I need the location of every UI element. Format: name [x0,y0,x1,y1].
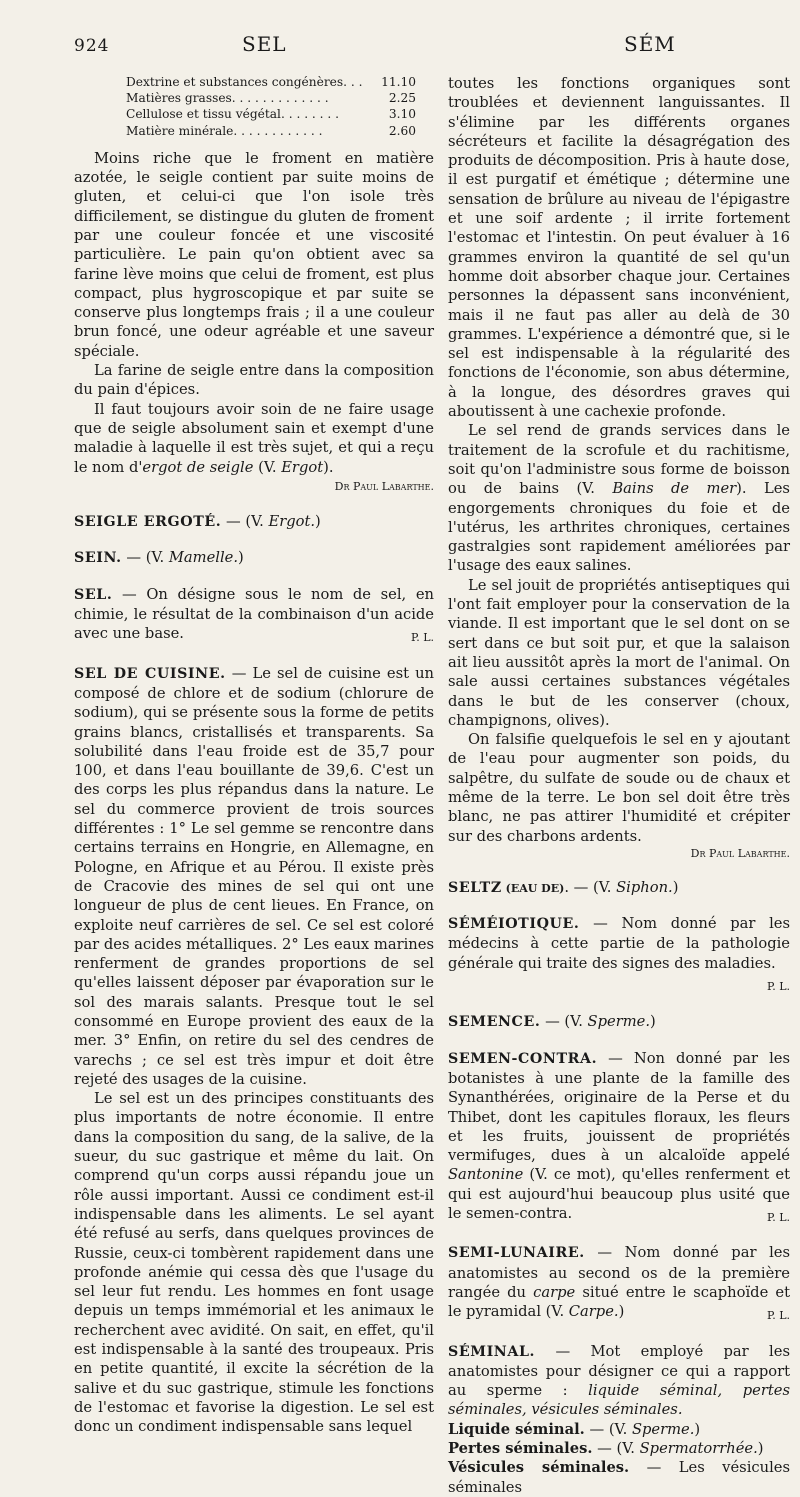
headword: SEIN. [74,550,122,567]
left-running-title: SEL [242,32,287,56]
paragraph-pain-epices: La farine de seigle entre dans la composition du pain d'épices. [74,362,434,399]
paragraph-ergot: Il faut toujours avoir soin de ne faire usage que de seigle absolument sain et exempt d'une maladie à laquelle il est très sujet, et qui a reçu le nom d'ergot de seigle (V. Ergot). Dr Paul Labarthe. [74,400,434,477]
composition-label: Matières grasses. . . . . . . . . . . . . [126,91,329,106]
headword: SÉMINAL. [448,1343,536,1360]
subentry-liquide-seminal: Liquide séminal. — (V. Sperme.) [448,1420,701,1438]
paragraph-sel-antiseptique: Le sel jouit de propriétés antiseptiques qui l'ont fait employer pour la conservation de la viande. Il est important que le sel dont on se sert dans ce but soit pur, et que la salaison ait lieu aussitôt après la mort de l'animal. On sale aussi certaines substances végétales dans le but de les conserver (choux, champignons, olives). [448,576,790,729]
composition-value: 2.60 [388,123,416,138]
author-signature: Dr Paul Labarthe. [334,479,434,493]
composition-label: Matière minérale. . . . . . . . . . . . [126,123,323,138]
headword: SEIGLE ERGOTÉ. [74,514,222,531]
entry-sel: SEL. — On désigne sous le nom de sel, en chimie, le résultat de la combinaison d'un acide avec une base. P. L. [74,585,434,644]
composition-value: 11.10 [381,75,416,89]
composition-row [126,106,416,122]
composition-value: 3.10 [388,107,416,122]
subentry-pertes-seminales: Pertes séminales. — (V. Spermatorrhée.) [448,1440,764,1457]
headword: SELTZ [448,879,502,896]
entry-semeiotique: SÉMÉIOTIQUE. — Nom donné par les médecins à cette partie de la pathologie générale qui traite des signes des maladies. P. L. [448,914,790,973]
entry-seminal: SÉMINAL. — Mot employé par les anatomistes pour désigner ce qui a rapport au sperme : liquide séminal, pertes séminales, vésicules séminales. [448,1342,790,1419]
author-initials: P. L. [767,980,790,994]
right-column [448,74,790,1497]
paragraph-seigle-composition: Moins riche que le froment en matière azotée, le seigle contient par suite moins de gluten, et celui-ci que l'on isole très difficilement, se distingue du gluten de froment par une couleur foncée et une viscosité particulière. Le pain qu'on obtient avec sa farine lève moins que celui de froment, est plus compact, plus hygroscopique et par suite se conserve plus longtemps frais ; il a une couleur brun foncé, une odeur agréable et une saveur spéciale. [74,149,434,360]
composition-row [126,90,416,106]
composition-label: Dextrine et substances congénères. . . [126,75,363,89]
running-header [0,32,800,62]
paragraph-sel-economie: Le sel est un des principes constituants des plus importants de notre économie. Il entre dans la composition du sang, de la salive, de la sueur, du suc gastrique et même du lait. On comprend qu'un corps aussi répandu joue un rôle aussi important. Aussi ce condiment est-il indispensable dans les aliments. Le sel ayant été refusé au serfs, dans quelques provinces de Russie, ceux-ci tombèrent rapidement dans une profonde anémie qui cessa dès que l'usage du sel leur fut rendu. Les hommes en font usage depuis un temps immémorial et les animaux le recherchent avec avidité. On sait, en effet, qu'il est indispensable à la santé des troupeaux. Pris en petite quantité, il excite la sécrétion de la salive et du suc gastrique, stimule les fonctions de l'estomac et favorise la digestion. Le sel est donc un condiment indispensable sans lequel [74,1090,434,1436]
headword: SEMEN-CONTRA. [448,1050,598,1067]
page-number: 924 [74,36,110,56]
entry-semence: SEMENCE. — (V. Sperme.) [448,1013,656,1031]
subentry-vesicules-seminales: Vésicules séminales. — Les vésicules séminales [448,1459,791,1496]
author-signature: Dr Paul Labarthe. [690,846,790,860]
author-initials: P. L. [767,1211,790,1225]
right-running-title: SÉM [624,32,676,56]
entry-seigle-ergote: SEIGLE ERGOTÉ. — (V. Ergot.) [74,513,321,531]
paragraph-sel-fonctions: toutes les fonctions organiques sont troublées et deviennent languissantes. Il s'élimine par les différents organes sécréteurs et facilite la désagrégation des produits de décomposition. Pris à haute dose, il est purgatif et émétique ; détermine une sensation de brûlure au niveau de l'épigastre et une soif ardente ; il irrite fortement l'estomac et l'intestin. On peut évaluer à 16 grammes environ la quantité de sel qu'un homme doit absorber chaque jour. Certaines personnes la dépassent sans inconvénient, mais il ne faut pas aller au delà de 30 grammes. L'expérience a démontré que, si le sel est indispensable à la régularité des fonctions de l'économie, son abus détermine, à la longue, des désordres graves qui aboutissent à une cachexie profonde. [448,75,790,421]
entry-seltz: SELTZ (EAU DE). — (V. Siphon.) [448,878,679,896]
headword: SÉMÉIOTIQUE. [448,916,580,933]
composition-table [126,74,434,139]
headword: SEL DE CUISINE. [74,665,226,682]
paragraph-sel-traitement: Le sel rend de grands services dans le traitement de la scrofule et du rachitisme, soit qu'on l'administre sous forme de boisson ou de bains (V. Bains de mer). Les engorgements chroniques du foie et de l'utérus, les arthrites chroniques, certaines gastralgies sont rapidement améliorées par l'usage des eaux salines. [448,422,790,575]
headword: SEMENCE. [448,1014,541,1031]
author-initials: P. L. [767,1309,790,1323]
entry-semi-lunaire: SEMI-LUNAIRE. — Nom donné par les anatomistes au second os de la première rangée du carpe situé entre le scaphoïde et le pyramidal (V. Carpe.) P. L. [448,1243,790,1321]
entry-sel-de-cuisine: SEL DE CUISINE. — Le sel de cuisine est un composé de chlore et de sodium (chlorure de sodium), qui se présente sous la forme de petits grains blancs, cristallisés et transparents. Sa solubilité dans l'eau froide est de 35,7 pour 100, et dans l'eau bouillante de 39,6. C'est un des corps les plus répandus dans la nature. Le sel du commerce provient de trois sources différentes : 1° Le sel gemme se rencontre dans certains terrains en Hongrie, en Allemagne, en Pologne, en Afrique et au Pérou. Il existe près de Cracovie des mines de sel qui ont une longueur de plus de cent lieues. En France, on exploite neuf carrières de sel. Ce sel est coloré par des acides métalliques. 2° Les eaux marines renferment de grandes proportions de sel qu'elles laissent déposer par évaporation sur le sol des marais salants. Presque tout le sel consommé en Europe provient des eaux de la mer. 3° Enfin, on retire du sel des cendres de varechs ; ce sel est très impur et doit être rejeté des usages de la cuisine. [74,664,435,1088]
left-column [74,74,434,1437]
headword: SEMI-LUNAIRE. [448,1245,585,1262]
paragraph-sel-falsification: On falsifie quelquefois le sel en y ajoutant de l'eau pour augmenter son poids, du salpêtre, du sulfate de soude ou de chaux et même de la terre. Le bon sel doit être très blanc, ne pas attirer l'humidité et crépiter sur des charbons ardents. [448,731,790,845]
composition-label: Cellulose et tissu végétal. . . . . . . . [126,107,340,122]
composition-row [126,123,416,139]
composition-row [126,74,416,90]
headword: SEL. [74,586,113,603]
entry-sein: SEIN. — (V. Mamelle.) [74,549,244,567]
composition-value: 2.25 [388,91,416,106]
author-initials: P. L. [411,631,434,645]
entry-semen-contra: SEMEN-CONTRA. — Non donné par les botanistes à une plante de la famille des Synanthérées, originaire de la Perse et du Thibet, dont les capitules floraux, les fleurs et les fruits, jouissent de propriétés vermifuges, dues à un alcaloïde appelé Santonine (V. ce mot), qu'elles renferment et qui est aujourd'hui beaucoup plus usité que le semen-contra. P. L. [448,1049,790,1224]
